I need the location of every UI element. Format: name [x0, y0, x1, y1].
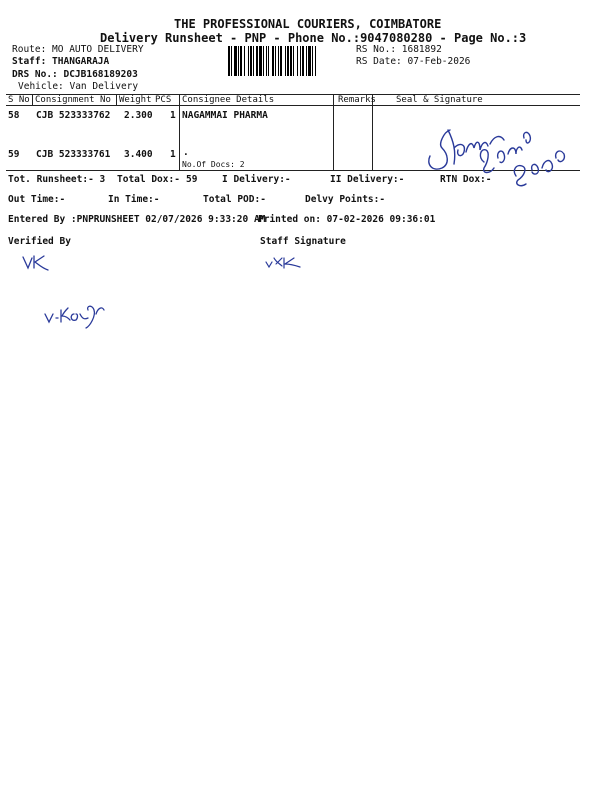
i-delivery: I Delivery:- — [222, 174, 291, 185]
rs-number: RS No.: 1681892 — [356, 44, 442, 55]
in-time: In Time:- — [108, 194, 160, 205]
vehicle-label: Vehicle: Van Delivery — [18, 81, 139, 92]
delvy-points: Delvy Points:- — [305, 194, 386, 205]
verifier-signature-icon — [42, 296, 112, 330]
header-remarks: Remarks — [338, 95, 376, 105]
header-sno: S No — [8, 95, 30, 105]
row-weight: 2.300 — [124, 110, 153, 121]
company-title: THE PROFESSIONAL COURIERS, COIMBATORE — [174, 17, 442, 31]
row-consignee: NAGAMMAI PHARMA — [182, 110, 268, 121]
staff-label: Staff: THANGARAJA — [12, 56, 110, 67]
rtn-dox: RTN Dox:- — [440, 174, 492, 185]
tot-runsheet: Tot. Runsheet:- 3 — [8, 174, 106, 185]
total-dox-value: 59 — [186, 174, 198, 185]
runsheet-subtitle: Delivery Runsheet - PNP - Phone No.:9047080280 - Page No.:3 — [100, 31, 527, 45]
row-consignment: CJB 523333761 — [36, 149, 111, 160]
header-seal: Seal & Signature — [396, 95, 483, 105]
row-consignment: CJB 523333762 — [36, 110, 111, 121]
drs-label: DRS No.: DCJB168189203 — [12, 69, 138, 80]
verified-by-label: Verified By — [8, 236, 71, 247]
rs-date: RS Date: 07-Feb-2026 — [356, 56, 471, 67]
verified-initials-icon — [20, 252, 60, 274]
barcode-icon — [228, 46, 352, 76]
row-pcs: 1 — [170, 110, 176, 121]
total-dox-label: Total Dox:- — [117, 174, 180, 185]
total-pod: Total POD:- — [203, 194, 266, 205]
consignee-signature-icon — [420, 118, 590, 198]
entered-by: Entered By :PNPRUNSHEET 02/07/2026 9:33:20 AM — [8, 214, 266, 225]
header-consignment: Consignment No — [35, 95, 111, 105]
row-sno: 59 — [8, 149, 20, 160]
row-pcs: 1 — [170, 149, 176, 160]
out-time: Out Time:- — [8, 194, 66, 205]
row-consignee: . — [183, 147, 189, 158]
ii-delivery: II Delivery:- — [330, 174, 405, 185]
header-weight: Weight — [119, 95, 152, 105]
header-consignee: Consignee Details — [182, 95, 275, 105]
staff-signature-label: Staff Signature — [260, 236, 346, 247]
row-sno: 58 — [8, 110, 20, 121]
header-pcs: PCS — [155, 95, 172, 105]
route-label: Route: MO AUTO DELIVERY — [12, 44, 144, 55]
printed-on: Printed on: 07-02-2026 09:36:01 — [258, 214, 436, 225]
staff-initials-icon — [262, 252, 306, 274]
row-docs-note: No.Of Docs: 2 — [182, 160, 245, 169]
row-weight: 3.400 — [124, 149, 153, 160]
